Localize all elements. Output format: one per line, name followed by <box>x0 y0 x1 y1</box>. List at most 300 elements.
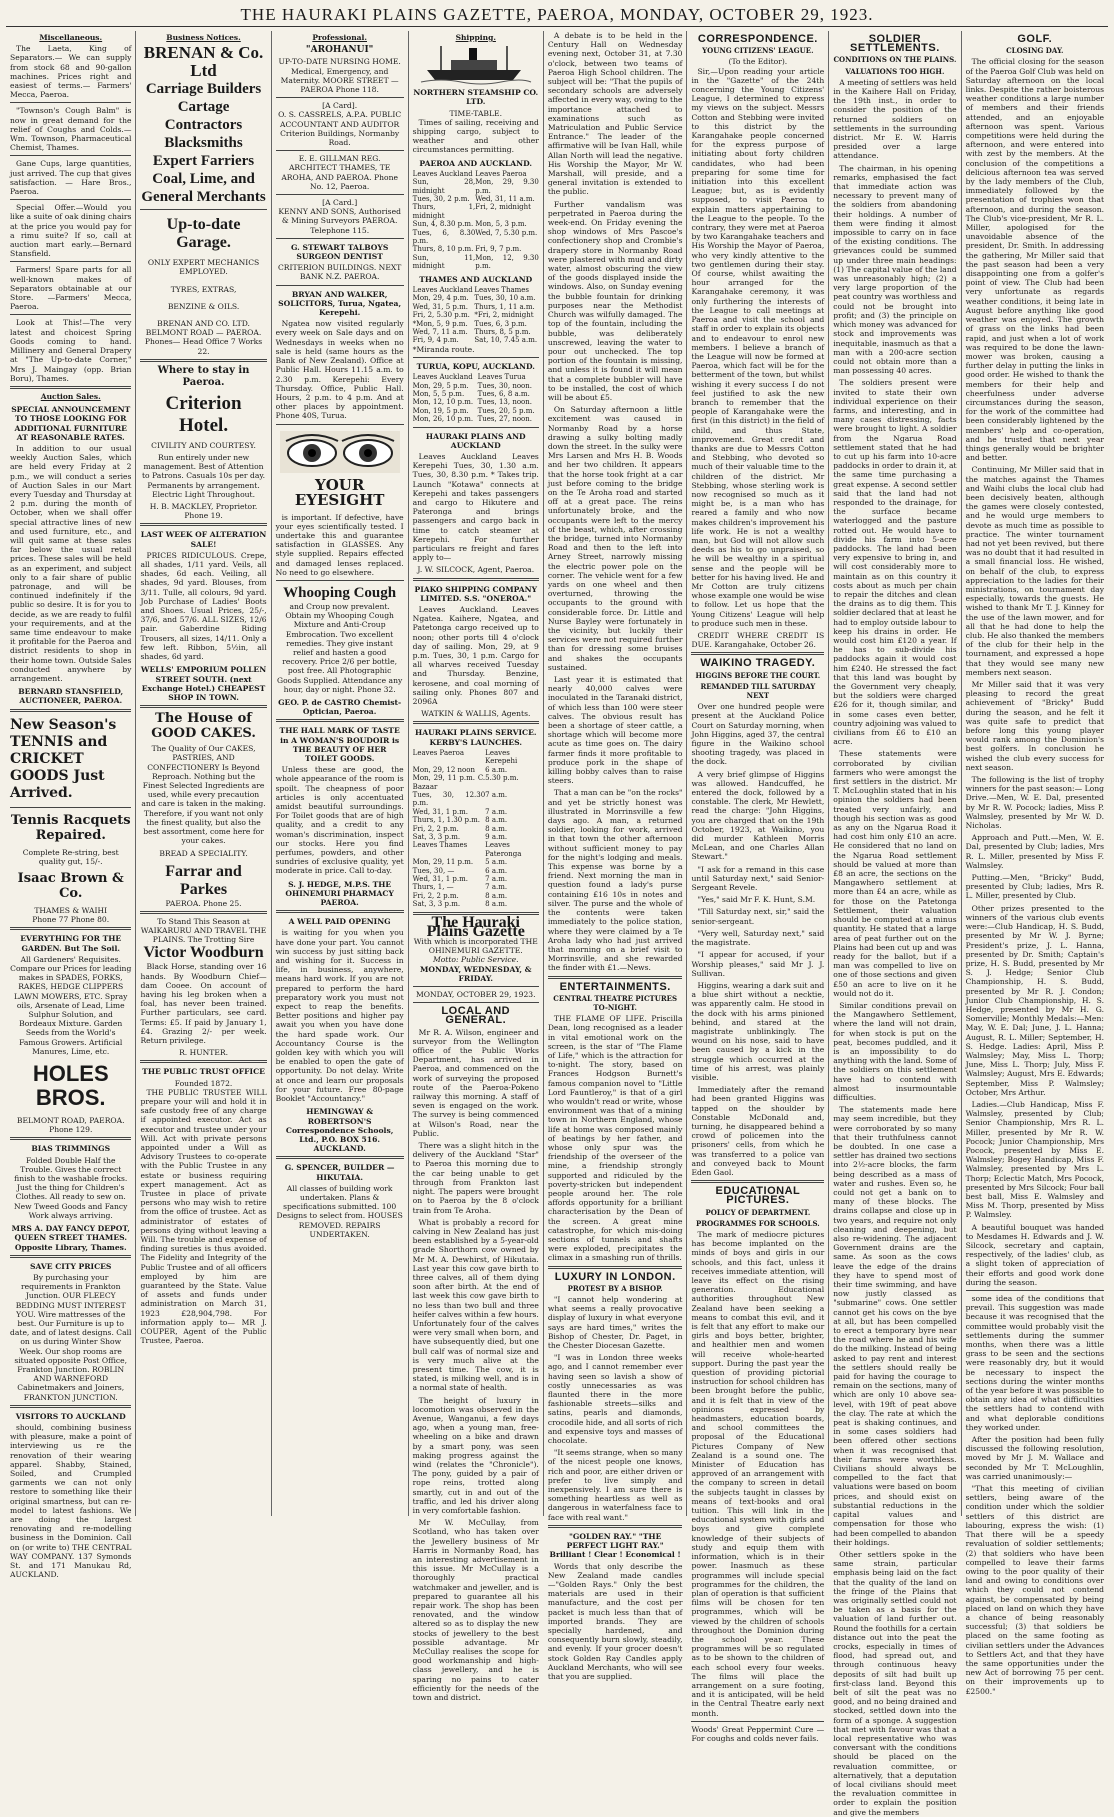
table-cell: Tues, 6, 8.30 p.m. <box>412 228 476 246</box>
criterion-sub: CIVILITY AND COURTESY. <box>151 440 256 450</box>
article-paragraph: On Saturday afternoon a little excitement was caused in Normanby Road by a horse drawing a sulky bolting madly down the street. In the sulky were Mrs Larsen and Mrs H. B. Woods and her two children. It appears that the horse took fright at a car just before coming to the bridge on the Te Aroha road and started off at a great pace. The reins unfortunately broke, and the occupants were left to the mercy of the beast, which, after crossing the bridge, turned into Normanby Road and then to the left into Arney Street, narrowly missing the electric power pole on the corner. The vehicle went for a few yards on one wheel and then overturned, throwing the occupants to the ground with considerable force. Dr. Little and Nurse Bayley were fortunately in the vicinity, but luckily their services were not required further than for dressing some bruises and shakes the occupants sustained. <box>547 405 683 672</box>
table-header: Leaves Turua <box>477 373 526 382</box>
table-cell: Wed, 31, 5 p.m. <box>412 302 468 311</box>
table-cell: 7 a.m. <box>485 807 508 816</box>
victor-body: Black Horse, standing over 16 hands. By Woodburn Chief—dam Cooee. On account of having his leg broken when a foal, has never been trained. Further particulars, see card. Terms: £5. If paid by January 1, £4. Grazing 2/- per week. Return privilege. <box>140 962 267 1045</box>
talboys-name: G. STEWART TALBOYS SURGEON DENTIST <box>290 242 389 262</box>
kerby-title: HAURAKI PLAINS SERVICE. KERBY'S LAUNCHES. <box>415 728 537 747</box>
luxury-title: LUXURY IN LONDON. <box>554 1270 676 1283</box>
whooping-cough-body: and Croup now prevalent. Obtain my Whooping Cough Mixture and Anti-Croup Embrocation. Two excellent remedies. They give instant relief and hasten a good recovery. Price 2/6 per bottle, post free. All Photographic Goods Supplied. Attendance any hour, day or night. Phone 32. <box>277 601 403 694</box>
table-cell: Fri, 9, 7 p.m. <box>475 245 522 254</box>
cakes-body: The Quality of Our CAKES, PASTRIES, AND CONFECTIONERY Is Beyond Reproach. Nothing but the Finest Selected Ingredients are used, while every precaution and care is taken in the making. Therefore, if you want not only the finest quality, but also the best assortment, come here for your cakes. <box>141 744 266 846</box>
table-cell: 8 a.m. <box>485 891 508 900</box>
entertainments-title: ENTERTAINMENTS. <box>559 980 671 993</box>
table-cell: Sun, 28, midnight <box>412 178 476 195</box>
divider <box>10 102 131 103</box>
eyesight-body: is important. If defective, have your eyes scientifically tested. I undertake this and guarantee satisfaction in GLASSES. Any style supplied. Repairs effected and damaged lenses replaced. No need to go elsewhere. <box>275 512 404 577</box>
opening-title: A WELL PAID OPENING <box>288 917 391 927</box>
table-row <box>413 178 539 195</box>
ad-list <box>10 44 131 383</box>
table-row <box>413 294 539 302</box>
article-paragraph: "Yes," said Mr F. K. Hunt, S.M. <box>697 895 816 905</box>
table-row <box>413 407 539 415</box>
article-paragraph: "Till Saturday next, sir," said the senior-sergeant. <box>691 907 825 926</box>
holes-bros-name: HOLES BROS. <box>32 1061 109 1111</box>
article-paragraph: What is probably a record for calving in New Zealand has just been established by a 5-year-old grade Shorthorn cow owned by Mr M. A. Dewhirst, of Hikutaia. Last year this cow gave birth to three calves, all of them dying soon after birth. At the end of last week this cow gave birth to no less than two bull and three heifer calves within a few hours. Unfortunately four of the calves were very small when born, and have subsequently died, but one bull calf was of normal size and is very much alive at the present time. The cow, it is stated, is milking well, and is in a normal state of health. <box>412 1217 539 1393</box>
column-professional <box>272 31 409 1516</box>
correspondence-to: (To the Editor). <box>728 57 788 67</box>
classified-ad: The Laeta, King of Separators.— We can supply from stock 68 and 90-gallon machines. Prices right and easiest of terms.— Farmers' Mecca, Paeroa. <box>10 44 132 100</box>
article-paragraph: Other settlers spoke in the same strain, particular emphasis being laid on the fact that the quality of the land on the fringe of the Plains that was originally settled could not be taken as a basis for the valuation of land further out. Round the foothills for a certain distance out into the peat the crocks, especially in times of flood, had spread out, and through continuous heavy deposits of silt had built up first-class land. Beyond this belt of silt the peat was no good, and no being drained and stocked, settled down into the form of a sponge. A suggestion that met with favour was that a local representative who was conversant with the conditions should be placed on the revaluation committee, or alternatively, that a deputation of local civilians should meet the revaluation committee in order to explain the position and give the members <box>833 1549 957 1817</box>
column-shipping <box>409 31 544 1703</box>
bread-speciality: BREAD A SPECIALITY. <box>159 849 248 859</box>
woods-ad: Woods' Great Peppermint Cure — For coughs and colds never fails. <box>691 1724 825 1743</box>
table-cell: Fri, 9, 4 p.m. <box>412 336 459 345</box>
entertainments-body: THE FLAME OF LIFE. Priscilla Dean, long recognised as a leader in vital emotional work on the screen, is the star of "The Flame of Life," which is the attraction for to-night. The story, based on Frances Hodgson Burnett's famous companion novel to "Little Lord Fauntleroy," is that of a girl who wouldn't read or write, whose environment was that of a mining town in Northern England, whose life at home was composed mainly of beatings by her father, and whose only spur was the friendship of the overseer of the mine, a friendship strongly supported and ridiculed by the poverty-stricken but independent people around her. The role affords opportunity for a brilliant characterisation by the Dean of the screen. A great mine catastrophe, for which mis-doing sections of tunnels and shafts were exploded, precipitates the climax in a smashing run of thrills. <box>547 1014 683 1263</box>
article-paragraph: A meeting of settlers was held in the Kaihere Hall on Friday, the 19th inst., in order to consider the position of the returned soldiers on settlements in the surrounding district. Mr E. W. Harris presided over a large attendance. <box>833 77 957 161</box>
gillman-card: E. E. GILLMAN REG. ARCHITECT THAMES, TE AROHA, AND PAEROA. Phone No. 12, Paeroa. <box>281 154 398 191</box>
waikino-remand: REMANDED TILL SATURDAY NEXT <box>700 681 816 701</box>
criterion-signature: H. B. MACKLEY, Proprietor. Phone 19. <box>149 502 258 521</box>
table-row <box>413 867 539 875</box>
classified-ad: Look at This!—The very latest and choicest Spring Goods coming to hand. Millinery and General Drapery at "The Up-to-date Corner," Mrs J. Maingay (opp. Brian Boru), Thames. <box>10 318 132 383</box>
table-header: Leaves Kerepehi <box>485 748 518 766</box>
cakes-title: The House of GOOD CAKES. <box>151 711 256 742</box>
cassrels-card: O. S. CASSRELS, A.P.A. PUBLIC ACCOUNTANT AND AUDITOR Criterion Buildings, Normanby Road. <box>278 110 402 148</box>
educational-sub: POLICY OF DEPARTMENT. <box>705 1207 811 1217</box>
table-header-row <box>413 170 539 178</box>
visitors-body: should, combining business with pleasure, make a point of interviewing us re the renovation of their wearing apparel. Shabby, Stained, Soiled, and Crumpled garments we can not only restore to something like their original smartness, but can re-model to latest fashions. We are doing the largest renovating and re-modelling business in the Dominion. Call on (or write to) THE CENTRAL WAY COMPANY. 137 Symonds St. and 171 Manukau Rd, AUCKLAND. <box>10 1422 132 1580</box>
brenan-name: BRENAN & Co. Ltd <box>143 43 264 81</box>
route-table <box>413 170 539 271</box>
golf-sub: CLOSING DAY. <box>1006 46 1064 56</box>
article-paragraph: Sir,—Upon reading your article in the "Gazette" of the 24th concerning the Young Citizens' League, I determined to express my views on the subject. Messrs Cotton and Stebbing were invited to this district by the Karangahake people concerned for the express purpose of initiating about forty children candidates, who had been preparing for some time for initiation into this excellent League; but, as is evidently supposed, to visit Paeroa to explain matters appertaining to the League to the people. To the contrary, they were met at Paeroa by two Karangahake teachers and His Worship the Mayor of Paeroa, who very kindly attentive to the two gentlemen during their stay. Of course, whilst awaiting the hour arranged for the Karangahake ceremony, it was only furthering the interests of the League to call meetings at Paeroa and visit the school and staff in order to explain its objects and to endeavour to enrol new members. I believe a branch of the League will now be formed at Paeroa, which fact will be for the betterment of the town, but whilst wishing it every success I do not feel justified to ask the new branch to remember that the people of Karangahake were the first (in this district) in the field of child, and thus State, improvement. Great credit and thanks are due to Messrs Cotton and Stebbing, who devoted so much of their valuable time to the children of the district. Mr Stebbing, whose sterling work is now recognised so much as it might be, is a man who has reared a family and who now makes children's improvement his life work. He is not a wealthy man, but God will not allow such deeds as his to go unpraised, so he will be wealthy in a spiritual sense and the people will be better for his having lived. He and Mr Cotton are truly citizens whose example one would be wise to follow. Let us hope that the Young Citizens' League will help to produce such men in these. <box>691 66 825 628</box>
article-paragraph: Other prizes presented to the winners of the various club events were:—Club Handicap, H. S. Budd, presented by Mr W. J. Byrne; President's prize, J. L. Hanna, presented by Dr. Smith; Captain's prize, H. S. Budd, presented by Mr S. J. Hedge; Senior Club Championship, H. S. Budd, presented by Mr R. J. Condon; Junior Club Championship, H. S. Hedge, presented by Mr H. G. Somerville; Monthly Medals:—Men: May, W. E. Dal; June, J. L. Hanna; August, R. L. Miller; September, H. S. Hedge. Ladies: April, Miss P. Walmsley; May, Miss L. Thorp; June, Miss L. Thorp; July, Miss F. Walmsley; August, Mrs E. Edwards; September, Miss P. Walmsley; October, Mrs Arthur. <box>965 903 1104 1097</box>
hall-mark-title: THE HALL MARK OF TASTE in A WOMAN'S BOUDOIR is THE BEAUTY OF HER TOILET GOODS. <box>279 726 400 763</box>
divider <box>140 911 266 914</box>
table-row <box>413 320 539 328</box>
divider <box>548 1525 683 1528</box>
article-paragraph: A beautiful bouquet was handed to Mesdames H. Edwards and J. W. Silcock, secretary and captain, respectively, of the ladies' club, as a slight token of appreciation of their efforts and good work done during the season. <box>965 1222 1104 1287</box>
section-heading: Auction Sales. <box>40 391 101 401</box>
table-cell: *Mon, 5, 9 p.m. <box>412 319 468 328</box>
table-row <box>413 774 539 791</box>
classified-ad: "Townson's Cough Balm" is now in great demand for the relief of Coughs and Colds.— Wm. Townson, Pharmaceutical Chemist, Thames. <box>10 106 132 153</box>
brenan-line: Cartage Contractors <box>164 99 243 134</box>
table-cell: 5 a.m. <box>485 858 508 867</box>
column-soldier-settlements <box>829 31 961 1817</box>
article-paragraph: The mark of mediocre pictures has become implanted on the minds of boys and girls in our schools, and this fact, unless it receives immediate attention, will leave its effect on the rising generation. Educational authorities throughout New Zealand have been seeking a means to combat this evil, and it is felt that any effort to make our girls and boys better, brighter, and healthier men and women will receive whole-hearted support. During the past year the question of providing pictorial instruction for school children has been brought before the public, and it is felt that in view of the opinions expressed by headmasters, education boards, and school committees the proposal of the Educational Pictures Company of New Zealand is a sound one. The Minister of Education has approved of an arrangement with the company to screen in detail the subjects taught in classes by means of text-books and oral tuition. This will link in the educational system with girls and boys and give complete knowledge of their subjects of study and equip them with information, which is in their power. Inasmuch as these programmes will include special programmes for the children, the plan of operation is that sufficient films will be chosen for ten programmes, which will be viewed by the children of schools throughout the Dominion during the school year. These programmes will be so regulated as to be shown to the children of each school every four weeks. The films will place the arrangement on a sure footing, and it is anticipated, will be held in the Central Theatre early next month. <box>691 1229 825 1718</box>
opening-body: is waiting for you when you have done your part. You cannot win success by just sitting back and wishing for it. Success in life, in business, anywhere, means hard work. If you are not prepared to perform the hard preparatory work you must not expect to reap the benefits. Better positions and higher pay await you when you have done the hard spade work. Our Accountancy Course is the golden key with which you will be enabled to open the gate of opportunity. Do not delay. Write at once and learn our proposals for your future. Free 80-page Booklet "Accountancy." <box>275 928 404 1104</box>
racquets-title: Tennis Racquets Repaired. <box>10 812 131 843</box>
table-cell: Mon, 29, 5 p.m. <box>412 381 469 390</box>
hall-mark-body: Unless these are good, the whole appearance of the room is spoilt. The cheapness of poor articles is only accentuated amidst beautiful surroundings. For Toilet goods that are of high quality, and a credit to any woman's discrimination, inspect our stocks. Here you find perfumes, powders, and other sundries of exclusive quality, yet moderate in price. Call to-day. <box>275 765 404 876</box>
bryan-walker-body: Ngatea now visited regularly every week on Sale days and on Wednesdays in weeks when no sale is held (same hours as the Bank of New Zealand). Office at Public Hall. Hours 11.15 a.m. to 2.30 p.m. Kerepehi: Every Thursday. Office, Public Hall. Hours, 2 p.m. to 4 p.m. And at other places by appointment. Phone 40S, Turua. <box>275 319 404 421</box>
luxury-sub: PROTEST BY A BISHOP. <box>567 1283 663 1293</box>
brenan-line: General Merchants <box>141 189 266 206</box>
divider <box>10 1255 131 1258</box>
route-note: *Miranda route. <box>412 344 475 354</box>
table-header-row <box>413 749 539 766</box>
table-row <box>413 875 539 883</box>
table-cell: Wed, 31, 1 p.m. <box>412 874 468 883</box>
article-paragraph: "I was in London three weeks ago, and I cannot remember ever having seen so lavish a show of costly unnecessaries as was flaunted there in the more fashionable streets—silks and satins, pearls and diamonds, crocodile hide, and all sorts of rich and expensive toys and masses of chocolate. <box>547 1353 683 1446</box>
brenan-line: Blacksmiths <box>164 135 243 152</box>
table-cell: Thurs, 8, 10 p.m. <box>412 245 474 254</box>
divider <box>140 523 266 526</box>
bias-body: Folded Double Half the Trouble. Gives the correct finish to the washable frocks. Just the thing for Children's Clothes. All ready to sew on. New Tweed Goods and Fancy Work always arriving. <box>14 1155 128 1220</box>
brenan-line: Carriage Builders <box>145 81 262 98</box>
table-cell: Mon, 29, 12 noon <box>412 765 475 774</box>
isaac-brown-name: Isaac Brown & Co. <box>17 871 124 902</box>
column-golf <box>962 31 1108 1696</box>
table-cell: Tues, 30, — <box>412 866 455 875</box>
table-row <box>413 766 539 774</box>
wells-emporium: WELLS' EMPORIUM POLLEN STREET SOUTH. (next Exchange Hotel.) CHEAPEST SHOP IN TOWN. <box>140 665 267 702</box>
table-header-row <box>413 373 539 381</box>
table-header-row <box>413 841 539 858</box>
gazette-motto: Motto: Public Service. <box>432 955 519 965</box>
correspondence-sub: YOUNG CITIZENS' LEAGUE. <box>702 46 814 56</box>
table-row <box>413 229 539 246</box>
table-row <box>413 415 539 423</box>
column-business-notices <box>136 31 271 1516</box>
route-body: Leaves Auckland Leaves Kerepehi Tues, 30, 1.30 a.m. Tues, 30, 8.30 p.m. * Takes trip. Launch "Kotawa" connects at Kerepehi and takes passengers and cargo to Hikutere and Pateronga and brings passengers and cargo back in time to catch steamer at Kerepehi. For further particulars re freight and fares apply to— <box>412 452 539 563</box>
timetable-title: TIME-TABLE. <box>449 108 503 118</box>
route-title: TURUA, KOPU, AUCKLAND. <box>416 361 535 371</box>
article-paragraph: That a man can be "on the rocks" and yet be strictly honest was illustrated in Morrinsville a few days ago. A man, a returned soldier, looking for work, arrived in that town the other afternoon without sufficient money to pay for the night's lodging and meals. This expense was borne by a friend. Next morning the man in question found a lady's purse containing £16 10s in notes and silver. The purse and the whole of the contents were taken immediately to the police station, where they were claimed by a Te Aroha lady who had just arrived that morning on a brief visit to Morrinsville, and she rewarded the finder with £1.—News. <box>547 788 683 973</box>
table-header: Leaves Pateronga <box>485 841 522 858</box>
table-row <box>413 203 539 220</box>
save-city-title: SAVE CITY PRICES <box>30 1261 112 1271</box>
piako-title: PIAKO SHIPPING COMPANY LIMITED. S.S. "ONEROA." <box>414 584 538 603</box>
section-heading: Shipping. <box>455 33 496 42</box>
garage-line: TYRES, EXTRAS, <box>170 284 237 294</box>
garden-title: EVERYTHING FOR THE GARDEN. But The Soil. <box>20 934 122 953</box>
table-header-row <box>413 286 539 294</box>
spencer-builder: G. SPENCER, BUILDER — HIKUTAIA. <box>284 1163 395 1182</box>
divider <box>140 705 266 708</box>
arohanui-body: UP-TO-DATE NURSING HOME. Medical, Emergency, and Maternity. MOORE STREET — PAEROA Phone 118. <box>278 57 401 95</box>
company-name: NORTHERN STEAMSHIP CO. LTD. <box>413 88 539 107</box>
table-cell: Mon, 29, 11 p.m. C. Bazaar <box>412 774 486 791</box>
table-cell: Mon, 12, 10 p.m. <box>412 398 474 407</box>
table-cell: Sun, 4, 8.30 p.m. <box>412 220 474 229</box>
divider <box>966 1290 1104 1291</box>
entertainments-sub: CENTRAL THEATRE PICTURES TO-NIGHT. <box>553 993 678 1012</box>
divider <box>276 285 404 286</box>
trustee-title: THE PUBLIC TRUST OFFICE <box>142 1067 265 1077</box>
divider <box>413 986 539 987</box>
article-paragraph: Last year it is estimated that nearly 40,000 calves were inoculated in the Taranaki district, of which less than 100 were steer calves. The obvious result has been a shortage of steer cattle, a shortage which will become more acute as time goes on. The dairy farmer finds it more profitable to produce pork in the shape of killing bobby calves than to raise steers. <box>547 675 683 786</box>
visitors-title: VISITORS TO AUCKLAND <box>15 1411 126 1421</box>
table-cell: Thurs, 1, — <box>412 883 454 892</box>
article-paragraph: A debate is to be held in the Century Hall on Wednesday evening next, October 31, at 7.30 o'clock, between two teams of Paeroa High School children. The subject will be: "That the pupils of secondary schools are adversely affected in every way, owing to the importance attached to examinations such as Matriculation and Public Service Entrance." The leader of the affirmative will be Ivan Hall, while Allan North will lead the negative. His Worship the Mayor, Mr W. Marshall, will preside, and a general invitation is extended to the public. <box>547 31 683 197</box>
racquets-body: Complete Re-string, best quality gut, 15/-. <box>22 847 119 866</box>
table-cell: 6 a.m. <box>485 866 508 875</box>
table-cell: Thurs, 1, midnight <box>412 203 476 220</box>
card-label: [A Card]. <box>322 101 358 111</box>
divider <box>140 209 266 210</box>
table-row <box>413 311 539 319</box>
alteration-title: LAST WEEK OF ALTERATION SALE! <box>140 530 267 549</box>
waikino-sub: HIGGINS BEFORE THE COURT. <box>695 670 821 680</box>
divider <box>10 1405 131 1408</box>
criterion-hotel: Criterion Hotel. <box>165 392 242 436</box>
article-paragraph: "It seems strange, when so many of the nicest people one knows, rich and poor, are either driven or prefer to live simply and inexpensively. I am sure there is something heartless as well as dangerous in waterfalness face to face with real want." <box>547 1448 683 1522</box>
article-paragraph: Over one hundred people were present at the Auckland Police Court on Saturday morning, when John Higgins, aged 37, the central figure in the Waikino school shooting tragedy, was placed in the dock. <box>691 702 825 767</box>
table-cell: *Fri, 2, midnight <box>474 311 534 320</box>
gazette-sub: With which is incorporated THE OHINEMURI GAZETTE. <box>413 937 538 956</box>
article-paragraph: The statements made here may seem incredible, but they were corroborated by so many that their truthfulness cannot be doubted. In one case a settler has drained two sections into 2½-acre blocks, the farm being described as a mass of water and rushes. Even so, he could not get a bank on to many of these blocks. The drains collapse and close up in two years, and require not only cleaning and deepening, but also re-widening. The adjacent Government drains are the same. As soon as the cows leave the edge of the drains they have to spend most of their time swimming, and have now justly classed as "submarine" cows. One settler cannot get his cows on the bye at all, but has been compelled to erect a temporary byre near the road where he and his wife do the milking. Instead of being asked to pay rent and interest the settlers should really be paid for having the courage to remain on the sections, many of which are only 10 above sea-level, with 19ft of peat above the clay. The rate at which the peat is shaking continues, and in some cases soldiers had been offered other sections when it was recognised that their farms were worthless. Civilians should always be compelled to the fact that valuations were based on boom prices, and should exist on substantial reductions in the capital values and compensation for those who had been compelled to abandon their holdings. <box>833 1105 957 1547</box>
eyes-illustration <box>276 431 404 473</box>
table-cell: Mon, 26, 10 p.m. <box>412 415 474 424</box>
auction-body: In addition to our usual weekly Auction Sales, which are held every Friday at 2 p.m., we will conduct a series of Auction Sales in our Mart every Tuesday and Thursday at 2 p.m. during the month of October, when we shall offer special attractive lines of new and used furniture, etc., and will quit same at these sales far below the usual retail prices. These sales will be held as an experiment, and subject only to a fair share of public patronage, and will be continued indefinitely if the public so desire. It is for you to decide, as we are ready to fulfil your requirements, and at the same time endeavour to make it profitable for the Paeroa and district residents to shop in their home town. Outside Sales conducted anywhere by arrangement. <box>10 443 132 683</box>
table-row <box>413 390 539 398</box>
table-cell: Fri, 2, 5.30 p.m. <box>412 311 470 320</box>
table-row <box>413 883 539 891</box>
article-paragraph: Approach and Putt.—Men, W. E. Dal, presented by Club; ladies, Mrs R. L. Miller, presented by Miss F. Walmsley. <box>965 833 1104 870</box>
table-cell: Mon, 12, 9.30 p.m. <box>475 253 539 271</box>
table-cell: Mon, 29, 11 p.m. <box>412 858 474 867</box>
table-cell: Wed, 7, 5.30 p.m. <box>475 228 538 237</box>
divider <box>276 97 404 98</box>
divider <box>691 1180 824 1183</box>
table-row <box>413 858 539 866</box>
table-header: Leaves Thames <box>412 841 468 850</box>
divider <box>276 194 404 195</box>
eyesight-title: YOUR EYESIGHT <box>294 475 385 509</box>
isaac-brown-places: THAMES & WAIHI <box>34 906 108 916</box>
divider <box>413 357 539 358</box>
article-paragraph: Ladies.—Club Handicap, Miss F. Walmsley, presented by Club; Senior Championship, Mrs R. L. Miller, presented by Mr R. W. Pocock; Junior Championship, Mrs Pocock, presented by Miss E. Walmsley; Bogey Handicap, Miss F. Walmsley, presented by Mrs L. Thorp; Eclectic Match, Mrs Pocock, presented by Mrs Silcock; Four ball best ball, Miss E. Walmsley and Miss M. Thorp, presented by Miss P. Walmsley. <box>965 1099 1104 1220</box>
article-paragraph: A very brief glimpse of Higgins was allowed. Handcuffed, he entered the dock, followed by a constable. The clerk, Mr Hewlett, read the charge: "John Higgins, you are charged that on the 19th October, 1923, at Waikino, you did murder Kathleen Morris McLean, and one Charles Allan Stewart." <box>691 769 825 862</box>
table-cell: Fri, 2, midnight <box>475 203 531 212</box>
table-cell: Tues, 30, 12.30 p.m. <box>412 790 486 808</box>
article-paragraph: Further vandalism was perpetrated in Paeroa during the week-end. On Friday evening the shop windows of Mrs Pascoe's confectionery shop and Crombie's drapery store in Normanby Road were plastered with mud and dirty water, almost obscuring the view of the goods displayed inside the windows. Also, on Sunday evening the bubble fountain for drinking purposes near the Methodist Church was wilfully damaged. The top of the fountain, including the bubble, was deliberately unscrewed, leaving the water to pour out unchecked. The top portion of the fountain is missing, and unless it is found it will mean that a complete bubbler will have to be installed, the cost of which will be about £5. <box>547 199 683 402</box>
settlements-title: SOLDIER SETTLEMENTS. <box>850 33 940 55</box>
gazette-nameplate: The Hauraki Plains Gazette <box>426 913 525 940</box>
table-row <box>413 398 539 406</box>
table-row <box>413 825 539 833</box>
piako-body: Leaves Auckland. Leaves Ngatea. Kaihere, Ngatea, and Patetonga cargo received up to noon; other ports till 4 o'clock day of sailing. Mon, 29, at 9 p.m. Tues, 30, 1 p.m. Cargo for all wharves received Tuesday and Thursday. Benzine, kerosene, and coal morning of sailing only. Phones 807 and 2096A <box>412 605 539 707</box>
divider <box>276 150 404 151</box>
table-row <box>413 833 539 841</box>
local-general-title: LOCAL AND GENERAL. <box>441 1005 511 1027</box>
table-cell: 5.30 p.m. <box>485 774 519 783</box>
table-cell: 8 a.m. <box>485 900 508 909</box>
garage-line: ONLY EXPERT MECHANICS EMPLOYED. <box>147 258 260 277</box>
article-paragraph: CREDIT WHERE CREDIT IS DUE. Karangahake, October 26. <box>691 631 825 650</box>
garage-line: BENZINE & OILS. <box>167 301 240 311</box>
table-cell: 8 a.m. <box>485 816 508 825</box>
article-paragraph: The chairman, in his opening remarks, emphasised the fact that immediate action was necessary to prevent many of the soldiers from abandoning their holdings. A number of them were finding it almost impossible to carry on in face of the existing conditions. The grievances could be summed up under three main headings: (1) The capital value of the land was unreasonably high; (2) a very large proportion of the peat country was worthless and could not be brought into profit; and (3) the principle on which money was advanced for stock and improvements was inequitable, inasmuch as that a man with a 200-acre section could not obtain more than a man possessing 40 acres. <box>833 163 957 376</box>
gazette-date: MONDAY, OCTOBER 29, 1923. <box>415 990 536 1000</box>
table-cell: Mon, 29, 9.30 p.m. <box>475 178 539 195</box>
divider <box>691 1721 824 1722</box>
article-paragraph: "I cannot help wondering at what seems a really provocative display of luxury in what everyone says are hard times," writes the Bishop of Chester, Dr. Paget, in the Chester Diocesan Gazette. <box>547 1295 683 1351</box>
bias-title: BIAS TRIMMINGS <box>31 1144 111 1154</box>
spencer-body: All classes of building work undertaken. Plans & specifications submitted. 100 Designs to select from. HOUSES REMOVED. REPAIRS UNDERTAKEN. <box>276 1183 403 1239</box>
article-paragraph: Mr W. McCullay, from Scotland, who has taken over the Jewellery business of Mr Harris in Normanby Road, has an interesting advertisement in this issue. Mr McCullay is a thoroughly practical watchmaker and jeweller, and is prepared to guarantee all his repair work. The shop has been renovated, and the window altered so as to display the new stocks of jewellery to the best possible advantage. Mr McCullay realises the scope for good workmanship and high-class jewellery, and he is sparing no pains to cater efficiently for the needs of the town and district. <box>412 1518 539 1703</box>
garden-body: All Gardeners' Requisites. Compare our Prices for leading makes in SPADES, FORKS, RAKES, HEDGE CLIPPERS LAWN MOWERS, ETC. Spray oils, Arsenate of Lead, Lime Sulphur Solution, and Bordeaux Mixture. Garden Seeds from the World's Famous Growers. Artificial Manures, Lime, etc. <box>10 954 132 1056</box>
educational-head: PROGRAMMES FOR SCHOOLS. <box>696 1218 820 1228</box>
table-header: Leaves Paeroa <box>475 169 527 178</box>
table-cell: Tues, 6, 8 a.m. <box>477 389 530 398</box>
table-cell: Wed, 31, 11 a.m. <box>475 195 535 204</box>
article-paragraph: Mr Miller said that it was very pleasing to record the great achievement of "Bricky" Budd during the season, and he felt it was quite safe to predict that before long this young player would rank among the Dominion's best golfers. In conclusion he wished the club every success for next season. <box>965 680 1104 772</box>
column-news <box>544 31 688 1681</box>
tennis-ad-title: New Season's TENNIS and CRICKET GOODS Just Arrived. <box>10 716 117 801</box>
divider <box>10 1137 131 1140</box>
divider <box>276 424 404 425</box>
columns <box>6 31 1108 1817</box>
divider <box>10 261 131 262</box>
settlements-head: VALUATIONS TOO HIGH. <box>845 66 945 76</box>
trustee-founded: Founded 1872. <box>174 1078 233 1088</box>
waikino-title: WAIKINO TRAGEDY. <box>700 657 816 670</box>
divider <box>140 1060 266 1063</box>
divider <box>10 155 131 156</box>
table-row <box>413 195 539 203</box>
golden-ray-title: "GOLDEN RAY." "THE PERFECT LIGHT RAY." Brilliant ! Clear ! Economical ! <box>549 1531 681 1560</box>
article-paragraph: "That this meeting of civilian settlers, being aware of the condition under which the soldier settlers of this district are labouring, express the wish: (1) That there will be a speedy revaluation of soldier settlements; (2) that soldiers who have been compelled to leave their farms owing to the poor quality of their land and owing to conditions over which they could not contend against, be compensated by being placed on land on which they have a chance of being reasonably successful; (3) that soldiers be placed on the same footing as civilian settlers under the Advances to Settlers Act, and that they have the same opportunities under the new Act of borrowing 75 per cent. on their improvements up to £2500." <box>965 1484 1104 1696</box>
divider <box>10 927 131 930</box>
article-paragraph: Continuing, Mr Miller said that in the matches against the Thames and Waihi clubs the local club had been decisively beaten, although the games were closely contested, and he would urge members to devote as much time as possible to practice. The winter tournament had not yet been revived, but there was no doubt that it had resulted in a small financial loss. He wished, on behalf of the club, to express appreciation to the ladies for their ministrations, on tournament day especially, towards the guests. He wished to thank Mr T. J. Kinney for the use of the lawn mower, and for all that he had done to help the club. He also thanked the members of the club for their help in the tournament, and expressed a hope that they would see many new members next season. <box>965 465 1104 677</box>
section-heading: Miscellaneous. <box>39 33 103 42</box>
victor-intro: To Stand This Season at WAIKARURU AND TRAVEL THE PLAINS. The Trotting Sire <box>140 916 267 945</box>
article-paragraph: "Very well, Saturday next," said the magistrate. <box>691 928 825 948</box>
settlements-sub: CONDITIONS ON THE PLAINS. <box>833 55 957 65</box>
table-cell: 7 a.m. <box>485 883 508 892</box>
divider <box>276 719 404 722</box>
table-cell: Thurs, 1, 11 a.m. <box>474 302 535 311</box>
agent-signature: WATKIN & WALLIS, Agents. <box>421 709 531 719</box>
route-table <box>413 286 539 345</box>
table-cell: Wed, 31, 1 p.m. <box>412 807 468 816</box>
brenan-line: Expert Farriers <box>152 153 255 170</box>
divider <box>10 709 131 712</box>
table-row <box>413 791 539 808</box>
divider <box>413 427 539 428</box>
bryan-walker: BRYAN AND WALKER, SOLICITORS, Turua, Ngatea, Kerepehi. <box>278 289 402 318</box>
table-header: Leaves Auckland <box>412 169 473 178</box>
table-cell: Tues, 30, 2 p.m. <box>412 195 470 204</box>
table-header: Leaves Thames <box>474 285 529 294</box>
divider <box>413 721 539 724</box>
table-cell: 6 a.m. <box>485 765 508 774</box>
classified-ad: Special Offer.—Would you like a suite of oak dining chairs at the price you would pay for a rimu suite? If so, call at auction mart early.—Bernard Stansfield. <box>10 203 132 259</box>
article-paragraph: Similar conditions prevail on the Mangawhero Settlement, where the land will not drain, for when stock is put on the peat, becomes puddled, and it is an impossibility to do anything with the land. Some of the soldiers on this settlement have had to contend with almost insurmountable difficulties. <box>833 1000 957 1102</box>
table-header: Leaves Auckland <box>412 373 473 382</box>
table-cell: Mon, 5, 3 p.m. <box>475 220 527 229</box>
divider <box>276 1156 404 1159</box>
article-paragraph: After the position had been fully discussed the following resolution, moved by Mr J. M. Wallace and seconded by Mr T. McLoughlin, was carried unanimously:— <box>965 1435 1104 1481</box>
table-cell: Tues, 30, noon. <box>477 381 532 390</box>
article-paragraph: The soldiers present were invited to state their own individual experience on their farms, and interesting, and in many cases distressing, facts were brought to light. A soldier from the Ngarua Road settlement stated that he had to cut up his farm into 10-acre paddocks in order to drain it, at the same time purchasing a great expense. A second settler said that the land had not responded to the drainage, for the surface became waterlogged and the pasture rotted out. He would have to divide his farm into 5-acre paddocks. The land had been very expensive to bring in, and will cost considerably more to maintain as on this country it costs about as much per chain to repair the ditches and clean the drains as to dig them. This soldier declared that at least he had to employ outside labour to keep his drains in order. He would cost him £120 a year. If he has to sub-divide his paddocks again it would cost him £240. He stressed the fact that this land was bought by the Government very cheaply, but the soldiers were charged £26 for it, though similar, and in some cases even better, country adjoining was valued to civilians from £6 to £10 an acre. <box>833 378 957 747</box>
divider <box>10 314 131 315</box>
table-cell: Tues, 13, noon. <box>477 398 532 407</box>
classified-ad: Gane Cups, large quantities, just arrived. The cup that gives satisfaction. — Hare Bros., Paeroa. <box>10 159 132 197</box>
table-row <box>413 808 539 816</box>
garage-title: Up-to-date Garage. <box>166 216 241 252</box>
arohanui-title: "AROHANUI" <box>305 45 374 56</box>
table-cell: Sat, 3, 3 p.m. <box>412 900 461 909</box>
farrar-parkes: Farrar and Parkes <box>165 862 242 898</box>
talboys-address: CRITERION BUILDINGS. NEXT BANK N.Z. PAEROA. <box>277 263 402 282</box>
table-row <box>413 254 539 271</box>
golden-ray-body: Words that only describe the New Zealand made candles—"Golden Rays." Only the best materials are used in their manufacture, and the cost per packet is much less than that of imported brands. They are specially hardened, and consequently burn slowly, steadily, and evenly. If your grocer doesn't stock Golden Ray Candles apply Auckland Merchants, who will see that you are supplied. <box>547 1561 683 1681</box>
isaac-brown-phones: Phone 77 Phone 80. <box>32 915 110 925</box>
route-title: PAEROA AND AUCKLAND. <box>419 158 533 168</box>
hedge-pharmacy: S. J. HEDGE, M.P.S. THE OHINEMURI PHARMACY PAEROA. <box>285 879 394 908</box>
article-paragraph: "I appear for accused, if your Worship pleases," said Mr J. J. Sullivan. <box>691 950 825 978</box>
table-row <box>413 900 539 908</box>
table-cell: Tues, 27, noon. <box>477 415 532 424</box>
steamship-icon <box>413 44 539 84</box>
masthead: THE HAURAKI PLAINS GAZETTE, PAEROA, MONDAY, OCTOBER 29, 1923. <box>6 4 1108 27</box>
correspondence-title: CORRESPONDENCE. <box>697 33 818 45</box>
educational-title: EDUCATIONAL PICTURES. <box>715 1185 801 1207</box>
classified-ad: Farmers! Spare parts for all well-known makes of Separators obtainable at our Store. —Farmers' Mecca, Paeroa. <box>10 265 132 312</box>
victor-signature: R. HUNTER. <box>179 1048 229 1058</box>
article-paragraph: The following is the list of trophy winners for the past season:— Long Drive.—Men, W. E. Dal, presented by Mr R. W. Pocock; ladies, Miss P. Walmsley, presented by Mr W. D. Nicholas. <box>965 775 1104 831</box>
divider <box>10 807 131 808</box>
gazette-days: MONDAY, WEDNESDAY, & FRIDAY. <box>419 964 532 983</box>
victor-woodburn: Victor Woodburn <box>143 944 264 962</box>
section-heading: Business Notices. <box>166 33 241 42</box>
table-cell: 9 a.m. <box>485 832 508 841</box>
route-title: THAMES AND AUCKLAND <box>419 274 533 284</box>
divider <box>691 652 824 655</box>
article-paragraph: Higgins, wearing a dark suit and a blue shirt without a necktie, was apparently calm. He stood in the dock with his arms pinioned behind, and stared at the magistrate unblinkingly. The wound on his nose, said to have been caused by a kick in the struggle which occurred at the time of his arrest, was plainly visible. <box>691 980 825 1082</box>
divider <box>548 976 683 979</box>
divider <box>413 578 539 581</box>
table-cell: 8 a.m. <box>485 824 508 833</box>
divider <box>10 199 131 200</box>
table-cell: Thurs, 8, 5 p.m. <box>474 327 531 336</box>
table-cell: 7 a.m. <box>485 790 508 799</box>
kerby-table <box>413 749 539 909</box>
table-cell: Mon, 19, 5 p.m. <box>412 406 469 415</box>
auction-title: SPECIAL ANNOUNCEMENT TO THOSE LOOKING FOR ADDITIONAL FURNITURE AT REASONABLE RATES. <box>11 405 131 442</box>
save-city-body: By purchasing your requirements in Frankton Junction. OUR FLEECY BEDDING MUST INTEREST YOU. Wire mattresses of the best. Our Furniture is up to date, and of latest designs. Call on us during Winter Show Week. Our shop rooms are situated opposite Post Office, Frankton Junction. ROBLIN AND WARNEFORD Cabinetmakers and Joiners, FRANKTON JUNCTION. <box>10 1272 132 1402</box>
auction-signature: BERNARD STANSFIELD, AUCTIONEER, PAEROA. <box>18 687 124 706</box>
table-row <box>413 245 539 253</box>
brenan-line: Coal, Lime, and <box>152 171 255 188</box>
agent-signature: J. W. SILCOCK, Agent, Paeroa. <box>417 565 535 575</box>
table-cell: Tues, 6, 3 p.m. <box>474 319 527 328</box>
table-header: Leaves Paeroa <box>412 748 464 757</box>
divider <box>276 910 404 913</box>
mrs-day-address: MRS A. DAY FANCY DEPOT, QUEEN STREET THAMES. Opposite Library, Thames. <box>11 1224 130 1252</box>
column-miscellaneous <box>6 31 136 1580</box>
where-to-stay: Where to stay in Paeroa. <box>157 364 250 388</box>
alteration-body: PRICES RIDICULOUS. Crepe, all shades, 1/11 yard. Veils, all shades, 6d each. Veiling, all shades, 9d yard. Blouses, from 3/11. Tulle, all colours, 9d yard. Job Purchase of Ladies' Boots and Shoes. Usual Prices, 25/-, 37/6, and 57/6. ALL SIZES, 12/6 pair. Gaberdine Riding Trousers, all sizes, 14/11. Only a few left. Ribbon, 5½in, all shades, 6d yard. <box>140 550 267 662</box>
article-paragraph: some idea of the conditions that prevail. This suggestion was made because it was recognised that the committee would probably visit the settlements during the summer months, when there was a little grass to be seen and the sections were reasonably dry, but it would be necessary to inspect the sections during the winter months of the year before it was possible to obtain any idea of what difficulties the settlers had to contend with and what deplorable conditions they worked under. <box>965 1294 1104 1432</box>
route-table <box>413 373 539 423</box>
divider <box>548 1266 683 1269</box>
divider <box>10 386 131 389</box>
table-cell: 7 a.m. <box>485 874 508 883</box>
table-cell: Wed, 7, 11 a.m. <box>412 327 468 336</box>
table-cell: Mon, 5, 5 p.m. <box>412 389 465 398</box>
route-title: HAURAKI PLAINS AND AUCKLAND <box>425 431 526 450</box>
divider <box>276 238 404 239</box>
article-paragraph: The height of luxury in locomotion was observed in the Avenue, Wanganui, a few days ago, when a young man, free-wheeling on a bike and drawn by a smart pony, was seen making progress against the wind (relates the "Chronicle"). The pony, guided by a pair of rope reins, trotted along smartly, cut in and out of the traffic, and led his driver along in very comfortable fashion. <box>412 1395 539 1515</box>
table-cell: Fri, 2, 2 p.m. <box>412 891 459 900</box>
column-correspondence <box>687 31 829 1743</box>
